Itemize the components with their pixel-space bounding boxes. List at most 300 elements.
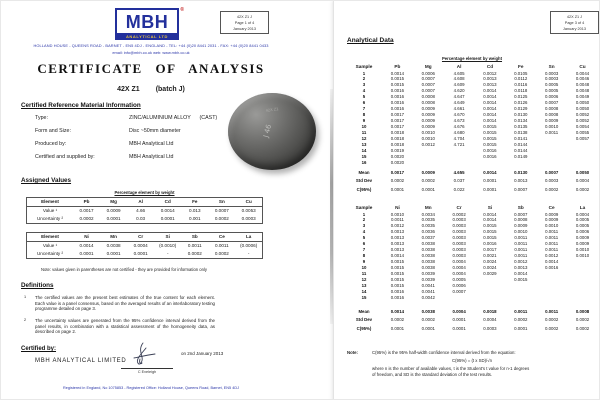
table-cell: La	[235, 233, 262, 242]
table-cell: 0.0003	[452, 223, 466, 229]
table-cell: 0.0054	[575, 124, 590, 130]
table-cell: 0.0050	[575, 106, 590, 112]
table-cell: -	[247, 251, 250, 256]
table-cell: 0.0014	[483, 118, 497, 124]
table-cell: 4	[362, 88, 366, 94]
table-cell: 0.0001	[106, 216, 121, 221]
table-cell: 0.0009	[421, 169, 435, 175]
table-row	[27, 198, 263, 207]
table-cell: 0.0015	[483, 124, 497, 130]
table-cell: -	[166, 251, 169, 256]
table-cell: 0.0015	[390, 76, 405, 82]
ref-product-code: 42X Z1 J	[236, 14, 253, 19]
table-cell: 0.0011	[514, 235, 528, 241]
table-cell: 0.0008	[544, 112, 559, 118]
table-cell: 0.0116	[514, 82, 528, 88]
table-cell: 0.03	[136, 216, 146, 221]
table-cell: 0.0055	[575, 130, 590, 136]
table-cell: 12	[361, 276, 367, 282]
table-cell: 0.0002	[214, 216, 229, 221]
table-row	[346, 301, 598, 315]
table-cell: 0.0010	[575, 253, 590, 259]
table-cell: 0.0002	[575, 317, 590, 323]
table-cell: 0.0002	[544, 325, 559, 331]
table-cell: 0.0005	[575, 217, 590, 223]
table-cell: 3	[362, 82, 366, 88]
table-cell: 0.0126	[514, 100, 528, 106]
table-cell: 0.0009	[544, 217, 559, 223]
note-line-1: C(95%) is the 95% half-width confidence interval derived from the equation:	[372, 350, 516, 355]
table-cell: 0.0006	[544, 94, 559, 100]
table-cell: 0.0002	[187, 251, 202, 256]
table-cell: 0.0048	[575, 88, 590, 94]
table-cell: 0.0003	[452, 241, 466, 247]
table-cell: 0.0014	[483, 106, 497, 112]
table-cell: 0.0020	[390, 153, 405, 159]
table-cell: 0.0012	[544, 253, 559, 259]
table-cell: 0.0004	[483, 317, 497, 323]
table-cell: 0.0015	[390, 265, 405, 271]
table-cell: Element	[27, 198, 74, 207]
table-cell: 0.0010	[421, 130, 435, 136]
table-cell: C(95%)	[356, 325, 372, 331]
mbh-logo-subtitle: ANALYTICAL LTD	[115, 33, 179, 40]
table-cell: 3	[362, 223, 366, 229]
table-cell: Cr	[127, 233, 154, 242]
table-cell: 0.0013	[514, 178, 528, 184]
table-cell: 8	[362, 253, 366, 259]
parentheses-note: Note: values given in parentheses are not certified - they are provided for information only	[41, 267, 207, 272]
table-cell: 0.0003	[483, 325, 497, 331]
table-cell: 0.0004	[452, 265, 466, 271]
table-cell: 0.0008	[575, 308, 590, 314]
definition-1-text: The certified values are the present best estimates of the true content for each element. Each value is a panel consensus, based on the averaged results of an interlaboratory testing programme detailed on page 3.	[35, 295, 215, 312]
table-cell: 0.0003	[452, 217, 466, 223]
table-cell: 0.0013	[390, 235, 405, 241]
table-cell: Sn	[548, 64, 555, 69]
table-cell: 0.0042	[421, 294, 435, 300]
table-cell: Fe	[181, 198, 208, 207]
table-cell: 0.0015	[390, 259, 405, 265]
table-cell: 7	[362, 247, 366, 253]
note-label: Note:	[347, 350, 358, 355]
table-cell: 0.0138	[514, 130, 528, 136]
table-cell: 0.0044	[575, 70, 590, 76]
table-cell: 14	[361, 147, 367, 153]
assigned-values-heading: Assigned Values	[21, 177, 72, 184]
table-cell: 5	[362, 235, 366, 241]
table-cell: Ni	[395, 205, 400, 210]
table-cell: 0.0016	[390, 106, 405, 112]
certification-date: on 2nd January 2013	[181, 351, 224, 356]
table-cell: 4.721	[453, 141, 465, 147]
table-cell: 0.0002	[452, 211, 466, 217]
table-cell: 0.0001	[483, 178, 497, 184]
table-cell: 0.0006	[452, 282, 466, 288]
table-cell: 0.0007	[514, 211, 528, 217]
table-cell: 0.0130	[514, 169, 528, 175]
table-cell: 0.0011	[545, 241, 559, 247]
disc-stamp-product: 42X Z1	[265, 106, 279, 113]
table-cell: 4.673	[453, 118, 465, 124]
table-cell: 4	[362, 229, 366, 235]
table-cell: 0.0002	[79, 216, 94, 221]
table-cell: 4.655	[453, 169, 465, 175]
table-cell: Mn	[100, 233, 127, 242]
table-cell: 0.0041	[421, 288, 435, 294]
table-cell: 0.0002	[514, 317, 528, 323]
table-cell: 0.0015	[483, 229, 497, 235]
table-cell: 0.0002	[544, 317, 559, 323]
table-cell: 0.0015	[483, 130, 497, 136]
table-cell: Uncertainty ²	[36, 251, 64, 256]
table-cell: Al	[127, 198, 154, 207]
table-cell: 2	[362, 217, 366, 223]
table-cell: 0.0015	[390, 82, 405, 88]
table-cell: 0.0135	[514, 124, 528, 130]
table-cell: 0.0004	[452, 259, 466, 265]
note-line-3: where n is the number of available values, t is the Student's t value for n-1 degrees	[372, 366, 530, 371]
table-cell: C(95%)	[356, 186, 372, 192]
table-cell: 0.0018	[483, 308, 497, 314]
table-cell: 12	[361, 135, 367, 141]
table-cell: 0.0016	[390, 294, 405, 300]
table-cell: 0.0014	[483, 94, 497, 100]
table-cell: 0.0005	[544, 82, 559, 88]
table-cell: 0.0052	[575, 118, 590, 124]
table-cell: 0.0014	[390, 70, 405, 76]
table-cell: 0.0018	[390, 130, 405, 136]
analytical-data-page	[333, 1, 600, 400]
table-cell: 4.647	[453, 94, 465, 100]
table-cell: 4.608	[453, 76, 465, 82]
batch-label: (batch J)	[155, 86, 185, 93]
table-cell: 13	[361, 141, 367, 147]
table-cell: 0.0052	[575, 112, 590, 118]
table-cell: 0.0125	[514, 94, 528, 100]
percentage-subtitle-page3: Percentage element by weight	[441, 56, 503, 61]
table-cell: 0.0010	[514, 229, 528, 235]
table-cell: 0.0009	[421, 106, 435, 112]
table-cell: 0.0011	[514, 253, 528, 259]
table-cell: 0.0002	[544, 186, 559, 192]
table-cell: 0.0002	[390, 178, 405, 184]
table-cell: 0.0012	[390, 223, 405, 229]
table-cell: Ni	[73, 233, 100, 242]
table-cell: 11	[361, 130, 367, 136]
table-cell: Pb	[394, 64, 401, 69]
table-cell: Ce	[548, 205, 555, 210]
table-cell: 0.0014	[514, 271, 528, 277]
table-cell: 0.0004	[575, 178, 590, 184]
table-cell: 0.0105	[514, 70, 528, 76]
table-cell: 0.0013	[390, 229, 405, 235]
table-cell: 1	[362, 211, 366, 217]
table-cell: 0.0144	[514, 141, 528, 147]
table-cell: Mean	[358, 169, 370, 175]
table-cell: 0.0010	[575, 247, 590, 253]
table-cell: 0.0001	[390, 186, 405, 192]
table-cell: 0.0038	[421, 265, 435, 271]
table-cell: Mg	[100, 198, 127, 207]
table-cell: 0.0002	[421, 317, 435, 323]
table-cell: 0.0007	[452, 288, 466, 294]
table-cell: 0.0038	[421, 247, 435, 253]
table-cell: 4.670	[453, 112, 465, 118]
table-cell: 0.0016	[390, 88, 405, 94]
certificate-page	[1, 1, 332, 400]
table-cell: 0.022	[453, 186, 465, 192]
table-row	[27, 233, 263, 242]
table-cell: 0.0038	[421, 241, 435, 247]
table-cell: 4.649	[453, 100, 465, 106]
table-row	[27, 215, 263, 224]
table-cell: Uncertainty ²	[36, 216, 64, 221]
table-cell: 0.0017	[390, 124, 405, 130]
table-cell: 0.0003	[452, 235, 466, 241]
table-cell: 0.0012	[483, 70, 497, 76]
table-cell: 4.620	[453, 88, 465, 94]
table-cell: 0.0002	[575, 186, 590, 192]
table-cell: 0.0003	[452, 253, 466, 259]
table-cell: 0.0014	[483, 100, 497, 106]
table-cell: 0.0011	[214, 243, 229, 248]
table-cell: 0.0007	[214, 208, 229, 213]
table-cell: Mn	[424, 205, 432, 210]
table-cell: 6	[362, 241, 366, 247]
table-row	[346, 315, 598, 323]
table-cell: 0.0011	[545, 130, 559, 136]
table-cell: Value ¹	[42, 208, 58, 213]
table-cell: La	[579, 205, 586, 210]
ref-page-number: Page 3 of 4	[564, 20, 585, 25]
table-cell: 0.0003	[241, 216, 256, 221]
table-cell: 0.0015	[483, 235, 497, 241]
table-cell: 0.0029	[483, 271, 497, 277]
table-cell: 0.0001	[160, 216, 175, 221]
table-cell: 9	[362, 259, 366, 265]
note-equation: C(95%) = (t x SD)/√n	[452, 358, 492, 363]
table-cell: 0.0015	[483, 135, 497, 141]
table-cell: 0.0003	[544, 70, 559, 76]
assigned-values-table-2	[26, 232, 263, 259]
crm-value-form: Disc ~50mm diameter	[129, 128, 181, 134]
table-cell: Sample	[355, 64, 373, 69]
table-cell: 0.0144	[514, 147, 528, 153]
table-cell: 0.0003	[544, 178, 559, 184]
mbh-logo-text: MBH	[125, 11, 169, 32]
table-cell: 0.0009	[544, 211, 559, 217]
table-cell: 4.680	[453, 130, 465, 136]
table-cell: 0.0010	[390, 211, 405, 217]
ref-date: January 2013	[232, 26, 256, 31]
table-cell: 0.0130	[514, 112, 528, 118]
table-cell: 0.0012	[514, 259, 528, 265]
table-cell: 0.0015	[390, 282, 405, 288]
table-cell: 0.0012	[421, 141, 435, 147]
table-cell: 0.0034	[421, 211, 435, 217]
table-cell: 0.0013	[483, 76, 497, 82]
table-cell: 0.0016	[483, 147, 497, 153]
table-cell: 0.0039	[421, 271, 435, 277]
table-cell: 0.0015	[390, 276, 405, 282]
table-cell: 0.013	[189, 208, 201, 213]
table-cell: 4.609	[453, 82, 465, 88]
table-cell: 0.0002	[421, 178, 435, 184]
table-cell: 14	[361, 288, 367, 294]
ref-page-number: Page 1 of 4	[234, 20, 255, 25]
table-cell: 0.0141	[514, 135, 528, 141]
table-cell: 9	[362, 118, 366, 124]
table-cell: 0.0002	[575, 325, 590, 331]
table-cell: Fe	[518, 64, 524, 69]
table-cell: Std Dev	[355, 178, 373, 184]
table-cell: 0.0015	[390, 271, 405, 277]
table-cell: 0.0035	[421, 223, 435, 229]
table-cell: 0.0010	[544, 124, 559, 130]
table-cell: 0.0017	[483, 247, 497, 253]
table-cell: 0.0004	[575, 211, 590, 217]
table-cell: 0.0017	[390, 169, 405, 175]
table-cell: 0.0017	[390, 118, 405, 124]
table-cell: 0.0007	[421, 88, 435, 94]
table-cell: 5	[362, 94, 366, 100]
table-cell: 0.0017	[390, 112, 405, 118]
table-cell: 0.0009	[106, 208, 121, 213]
table-cell: Pb	[73, 198, 100, 207]
table-cell: 0.0014	[483, 217, 497, 223]
table-cell: (0.0010)	[159, 243, 177, 248]
table-cell: 0.0009	[421, 124, 435, 130]
certified-by-heading: Certified by:	[21, 346, 57, 352]
table-cell: 0.0014	[483, 169, 497, 175]
table-row	[346, 323, 598, 331]
table-cell: Sb	[181, 233, 208, 242]
table-cell: Sb	[517, 205, 524, 210]
table-cell: 15	[361, 153, 367, 159]
table-cell: 0.0014	[79, 243, 94, 248]
table-cell: 0.0007	[544, 100, 559, 106]
table-cell: 0.0001	[133, 251, 148, 256]
table-cell: 0.0035	[421, 217, 435, 223]
table-cell: 0.0021	[483, 253, 497, 259]
table-cell: 0.0017	[79, 208, 94, 213]
table-cell: 0.0013	[514, 265, 528, 271]
definition-2-text: The uncertainty values are generated from the 95% confidence interval derived from the panel results, in combination with a statistical assessment of the homogeneity data, as described on page 2.	[35, 318, 215, 335]
table-cell: 0.0016	[390, 100, 405, 106]
table-cell: 0.0006	[575, 229, 590, 235]
certificate-title: CERTIFICATE OF ANALYSIS	[37, 61, 265, 76]
table-cell: 0.0001	[106, 251, 121, 256]
table-cell: Si	[154, 233, 181, 242]
table-cell: 0.0001	[390, 325, 405, 331]
table-cell: 0.0011	[514, 308, 528, 314]
table-cell: 0.0014	[160, 208, 175, 213]
table-cell: 0.0038	[421, 259, 435, 265]
table-cell: 0.0016	[483, 241, 497, 247]
table-cell: 0.0007	[514, 186, 528, 192]
table-cell: 0.0037	[421, 235, 435, 241]
table-row	[346, 176, 598, 184]
table-cell: 0.0010	[544, 223, 559, 229]
table-cell: 0.0129	[514, 106, 528, 112]
table-cell: 0.0024	[483, 259, 497, 265]
table-row	[346, 166, 598, 176]
table-cell: Ce	[208, 233, 235, 242]
table-cell: 0.0011	[514, 241, 528, 247]
table-cell: 0.0003	[452, 229, 466, 235]
table-cell: Cr	[456, 205, 462, 210]
table-cell: 0.0009	[544, 118, 559, 124]
table-cell: 0.0008	[544, 106, 559, 112]
registered-trademark-icon: ®	[180, 7, 184, 13]
table-cell: 0.0011	[545, 247, 559, 253]
table-cell: 0.0038	[421, 308, 435, 314]
table-cell: 4.676	[453, 124, 465, 130]
table-cell: 0.0002	[214, 251, 229, 256]
table-cell: Element	[27, 233, 74, 242]
certifying-company: MBH ANALYTICAL LIMITED	[35, 358, 127, 364]
definition-2-superscript: 2	[24, 318, 27, 322]
table-cell: 6	[362, 100, 366, 106]
table-cell: 0.0008	[514, 217, 528, 223]
table-cell: Si	[487, 205, 493, 210]
registration-footer: Registered in England, No 1075853 - Registered Office: Holland House, Queens Road, Barnet, EN5 4DJ	[63, 386, 239, 390]
crm-section-heading: Certified Reference Material Information	[21, 102, 141, 109]
table-cell: 0.0007	[544, 169, 559, 175]
table-cell: 0.0005	[575, 223, 590, 229]
crm-label-form: Form and Size:	[35, 128, 71, 134]
table-cell: 0.0020	[390, 159, 405, 165]
signature-icon	[127, 341, 161, 369]
table-cell: 0.0038	[106, 243, 121, 248]
table-cell: 4.661	[453, 106, 465, 112]
analytical-data-heading: Analytical Data	[347, 37, 394, 44]
table-cell: 0.0005	[544, 88, 559, 94]
table-cell: Mean	[358, 308, 370, 314]
company-address: HOLLAND HOUSE - QUEENS ROAD - BARNET - EN5 4DJ - ENGLAND - TEL: +44 (0)20 8441 2031 - FAX: +44 (0)20 8441 0433	[33, 43, 269, 48]
table-cell: 0.0014	[483, 112, 497, 118]
table-cell: 0.0004	[452, 308, 466, 314]
table-cell: Sample	[355, 205, 373, 210]
table-cell: 0.0009	[514, 223, 528, 229]
table-cell: 10	[361, 124, 367, 130]
table-cell: Al	[456, 64, 462, 69]
table-cell: 0.0009	[575, 241, 590, 247]
table-cell: 7	[362, 106, 366, 112]
ref-date: January 2013	[562, 26, 586, 31]
table-cell: 0.0014	[483, 88, 497, 94]
table-cell: 0.0013	[390, 247, 405, 253]
table-cell: 0.0112	[514, 76, 528, 82]
table-cell: 0.0009	[575, 235, 590, 241]
table-row	[27, 207, 263, 216]
table-cell: 0.0014	[544, 259, 559, 265]
table-cell: 0.0002	[390, 317, 405, 323]
table-cell: 4.605	[453, 70, 465, 76]
table-cell: 0.0001	[452, 325, 466, 331]
table-cell: Std Dev	[355, 317, 373, 323]
table-cell: 0.0004	[133, 243, 148, 248]
table-cell: 0.0015	[483, 223, 497, 229]
table-cell: 0.0005	[452, 276, 466, 282]
table-cell: 0.0050	[575, 100, 590, 106]
table-cell: 0.0006	[421, 70, 435, 76]
analytical-table-2	[346, 205, 598, 332]
table-cell: 0.0003	[452, 247, 466, 253]
table-cell: 0.0011	[187, 243, 202, 248]
table-cell: 0.0014	[390, 308, 405, 314]
